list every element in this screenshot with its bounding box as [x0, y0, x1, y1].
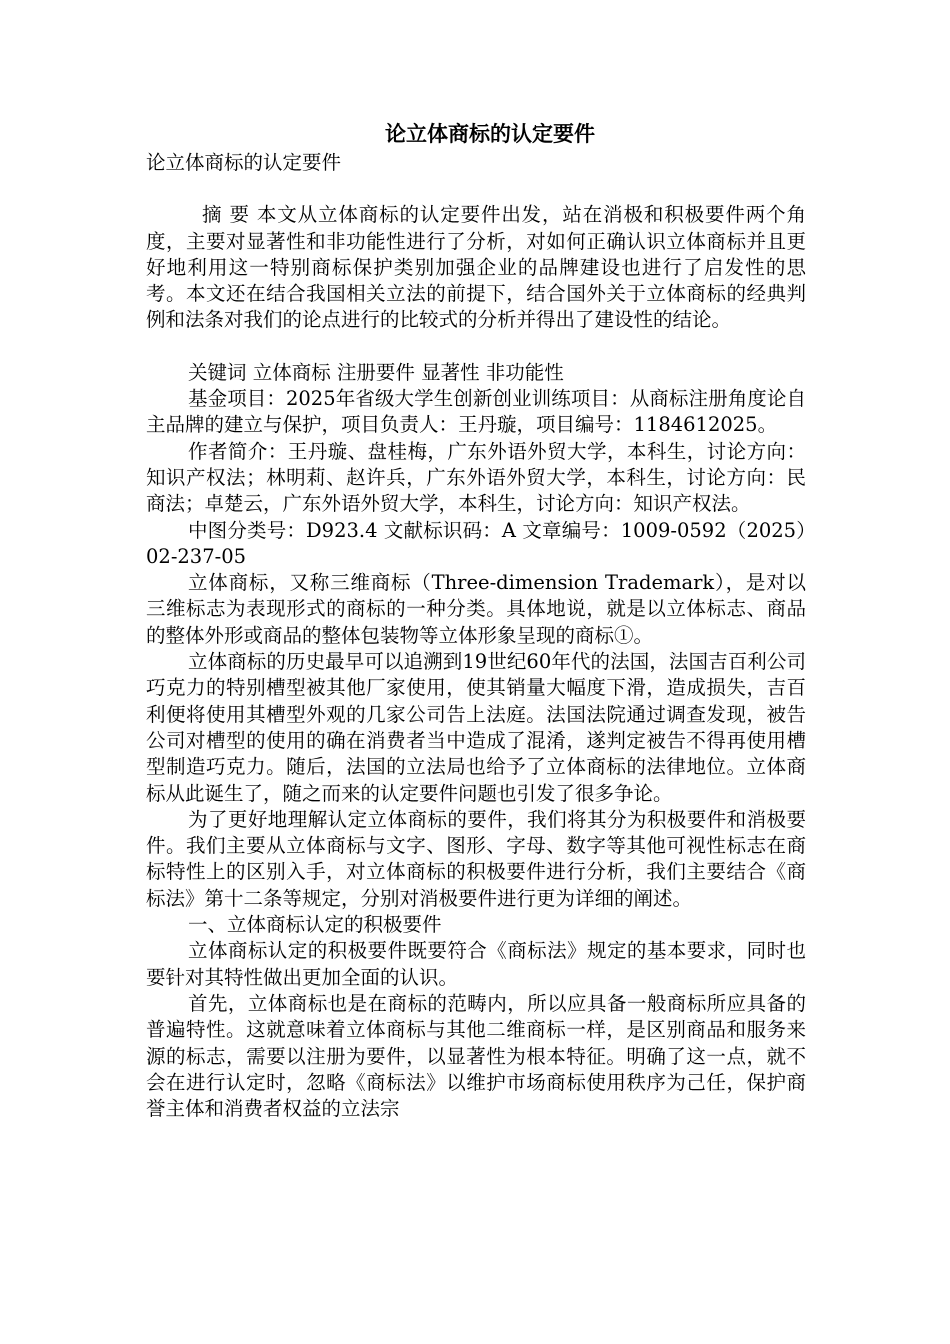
body-paragraph: 首先，立体商标也是在商标的范畴内，所以应具备一般商标所应具备的普遍特性。这就意味着立体商标与其他二维商标一样，是区别商品和服务来源的标志，需要以注册为要件，以显著性为根本特征。明确了这一点，就不会在进行认定时，忽略《商标法》以维护市场商标使用秩序为己任，保护商誉主体和消费者权益的立法宗: [146, 991, 806, 1121]
body-paragraph: 立体商标认定的积极要件既要符合《商标法》规定的基本要求，同时也要针对其特性做出更加全面的认识。: [146, 939, 806, 989]
abstract-paragraph: 摘 要 本文从立体商标的认定要件出发，站在消极和积极要件两个角度，主要对显著性和非功能性进行了分析，对如何正确认识立体商标并且更好地利用这一特别商标保护类别加强企业的品牌建设也进行了启发性的思考。本文还在结合我国相关立法的前提下，结合国外关于立体商标的经典判例和法条对我们的论点进行的比较式的分析并得出了建设性的结论。: [146, 203, 806, 332]
document-title: 论立体商标的认定要件: [385, 121, 595, 146]
keywords-line: 关键词 立体商标 注册要件 显著性 非功能性: [188, 360, 564, 384]
fund-paragraph: 基金项目：2025年省级大学生创新创业训练项目：从商标注册角度论自主品牌的建立与保护，项目负责人：王丹璇，项目编号：1184612025。: [146, 387, 806, 437]
document-page: [146, 118, 806, 1122]
document-subtitle: 论立体商标的认定要件: [146, 151, 342, 174]
section-heading: 一、立体商标认定的积极要件: [188, 913, 442, 937]
spacer: [146, 334, 806, 360]
body-paragraph: 立体商标，又称三维商标（Three-dimension Trademark），是对以三维标志为表现形式的商标的一种分类。具体地说，就是以立体标志、商品的整体外形或商品的整体包装物等立体形象呈现的商标①。: [146, 571, 806, 647]
body-paragraph: 立体商标的历史最早可以追溯到19世纪60年代的法国，法国吉百利公司巧克力的特别槽型被其他厂家使用，使其销量大幅度下滑，造成损失，吉百利便将使用其槽型外观的几家公司告上法庭。法国法院通过调查发现，被告公司对槽型的使用的确在消费者当中造成了混淆，遂判定被告不得再使用槽型制造巧克力。随后，法国的立法局也给予了立体商标的法律地位。立体商标从此诞生了，随之而来的认定要件问题也引发了很多争论。: [146, 650, 806, 805]
body-paragraph: 为了更好地理解认定立体商标的要件，我们将其分为积极要件和消极要件。我们主要从立体商标与文字、图形、字母、数字等其他可视性标志在商标特性上的区别入手，对立体商标的积极要件进行分析，我们主要结合《商标法》第十二条等规定，分别对消极要件进行更为详细的阐述。: [146, 807, 806, 910]
authors-paragraph: 作者简介：王丹璇、盘桂梅，广东外语外贸大学，本科生，讨论方向：知识产权法；林明莉、赵许兵，广东外语外贸大学，本科生，讨论方向：民商法；卓楚云，广东外语外贸大学，本科生，讨论方向：知识产权法。: [146, 439, 806, 516]
spacer: [146, 176, 806, 202]
classification-line: 中图分类号：D923.4 文献标识码：A 文章编号：1009-0592（2025）02-237-05: [146, 518, 806, 568]
